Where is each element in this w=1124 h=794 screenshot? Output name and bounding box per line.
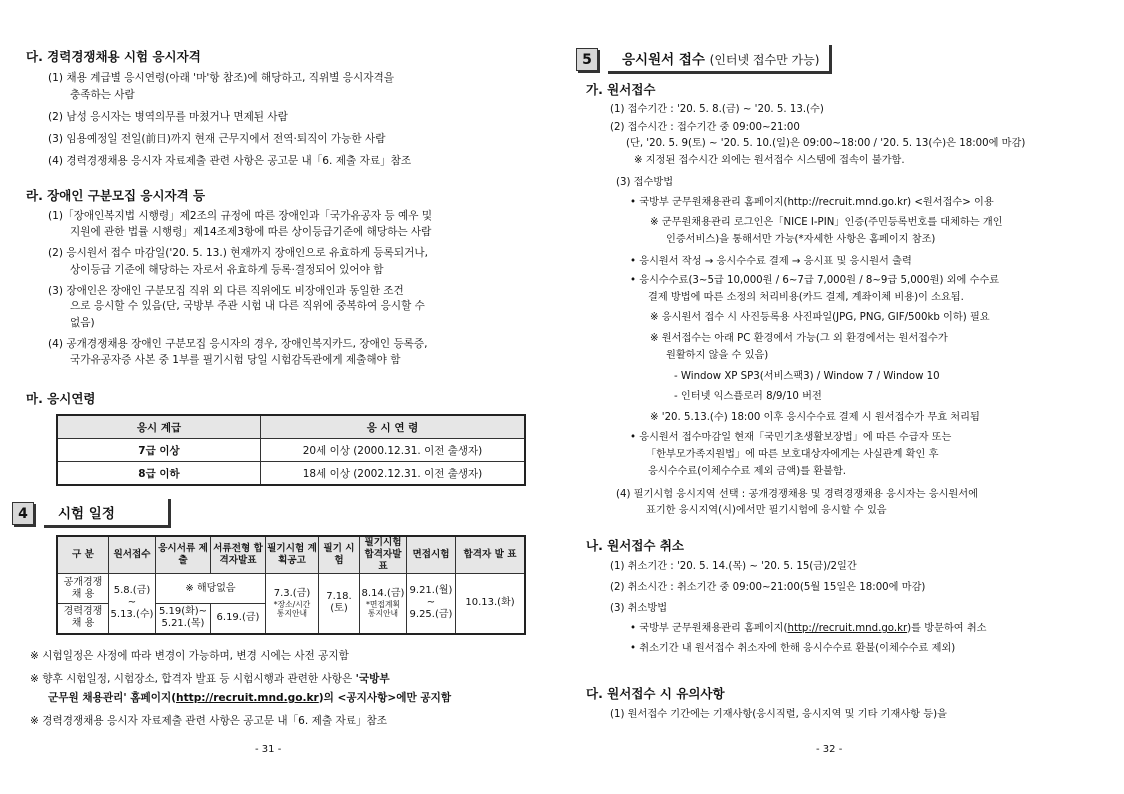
final-result-cell: 10.13.(화) (456, 574, 526, 634)
table-header-cell: 구 분 (57, 536, 109, 574)
ga-line: ※ '20. 5.13.(수) 18:00 이후 응시수수료 결제 시 원서접수가 무효 처리됨 (650, 412, 980, 423)
not-applicable-cell: ※ 해당없음 (156, 574, 266, 604)
age-table (56, 414, 526, 486)
na-line: (1) 취소기간 : '20. 5. 14.(목) ~ '20. 5. 15(금)/2일간 (610, 561, 857, 572)
reception-end: 5.13.(수) (110, 609, 154, 621)
row-label-open: 공개경쟁 채 용 (57, 574, 109, 604)
recruit-link[interactable]: http://recruit.mnd.go.kr (787, 623, 908, 634)
schedule-table (56, 535, 526, 635)
docs-result-cell: 6.19.(금) (211, 604, 266, 634)
table-header-cell: 합격자 발 표 (456, 536, 526, 574)
table-cell: 8급 이하 (57, 462, 261, 486)
ga-line: - 인터넷 익스플로러 8/9/10 버전 (674, 391, 822, 402)
written-plan-date: 7.3.(금) (273, 588, 311, 600)
docs-submit-end: 5.21.(목) (161, 618, 205, 630)
table-row (57, 574, 525, 604)
interview-start: 9.21.(월) (409, 585, 453, 597)
written-plan-note: *장소/시간 (273, 600, 311, 610)
table-header-cell: 필기 시험 (319, 536, 360, 574)
na-line: (2) 취소시간 : 취소기간 중 09:00~21:00(5월 15일은 18:00에 마감) (610, 582, 926, 593)
section-ma-title: 마. 응시연령 (26, 391, 96, 406)
section-title-text: 응시원서 접수 (622, 52, 705, 68)
ga-line: 원활하지 않을 수 있음) (666, 350, 769, 361)
da-item-3: (3) 임용예정일 전일(前日)까지 현재 근무지에서 전역·퇴직이 가능한 사람 (48, 133, 386, 145)
table-header-cell: 응 시 연 령 (261, 415, 526, 439)
note-2b-text: 군무원 채용관리' 홈페이지( (48, 692, 177, 704)
note-2b-tail: )의 <공지사항>에만 공지함 (318, 692, 452, 704)
ga-line: • 응시원서 접수마감일 현재「국민기초생활보장법」에 따른 수급자 또는 (630, 432, 952, 443)
table-cell: 7급 이상 (57, 439, 261, 462)
ga-line: 응시수수료(이체수수료 제외 금액)를 환불함. (648, 466, 847, 477)
table-cell: 20세 이상 (2000.12.31. 이전 출생자) (261, 439, 526, 462)
note-2b (48, 690, 451, 705)
da-item-4: (4) 경력경쟁채용 응시자 자료제출 관련 사항은 공고문 내「6. 제출 자료」참조 (48, 155, 412, 167)
ga-line: 「한부모가족지원법」에 따른 보호대상자에게는 사실관계 확인 후 (646, 449, 939, 460)
section-title (608, 45, 832, 74)
ga-line: 표기한 응시지역(시)에서만 필기시험에 응시할 수 있음 (646, 505, 887, 516)
reception-start: 5.8.(금) (113, 585, 151, 597)
recruit-link[interactable]: http://recruit.mnd.go.kr (176, 692, 319, 704)
table-header-cell: 원서접수 (109, 536, 156, 574)
ga-line: ※ 지정된 접수시간 외에는 원서접수 시스템에 접속이 불가함. (634, 155, 905, 166)
ga-line: ※ 군무원채용관리 로그인은「NICE I-PIN」인증(주민등록번호를 대체하는 개인 (650, 217, 1003, 228)
na-line (630, 619, 987, 634)
ga-line: • 응시수수료(3~5급 10,000원 / 6~7급 7,000원 / 8~9급 5,000원) 외에 수수료 (630, 275, 1000, 286)
written-result-note: *면접계획 (365, 600, 401, 610)
written-result-cell (360, 574, 407, 634)
section-na-title: 나. 원서접수 취소 (586, 538, 684, 553)
table-header-cell: 필기시험 합격자발표 (360, 536, 407, 574)
ga-line: (단, '20. 5. 9(토) ~ '20. 5. 10.(일)은 09:00~18:00 / '20. 5. 13(수)은 18:00에 마감) (626, 138, 1026, 149)
table-cell: 18세 이상 (2002.12.31. 이전 출생자) (261, 462, 526, 486)
written-plan-note: 통지안내 (276, 609, 308, 619)
na-line-text: • 국방부 군무원채용관리 홈페이지( (630, 623, 788, 634)
ra-item-2a: (2) 응시원서 접수 마감일('20. 5. 13.) 현재까지 장애인으로 유효하게 등록되거나, (48, 247, 428, 259)
interview-cell (407, 574, 456, 634)
da2-line: (1) 원서접수 기간에는 기재사항(응시직렬, 응시지역 및 기타 기재사항 등)을 (610, 709, 947, 720)
note-2a (30, 671, 390, 686)
ra-item-2b: 상이등급 기준에 해당하는 자로서 유효하게 등록·결정되어 있어야 함 (70, 264, 384, 276)
ga-line: • 국방부 군무원채용관리 홈페이지(http://recruit.mnd.go.kr) <원서접수> 이용 (630, 197, 994, 208)
ra-item-4b: 국가유공자증 사본 중 1부를 필기시험 당일 시험감독관에게 제출해야 함 (70, 354, 401, 366)
ra-item-3b: 으로 응시할 수 있음(단, 국방부 주관 시험 내 다른 직위에 중복하여 응시할 수 (70, 300, 425, 312)
ga-line: • 응시원서 작성 → 응시수수료 결제 → 응시표 및 응시원서 출력 (630, 256, 912, 267)
da-item-1b: 충족하는 사람 (70, 89, 135, 101)
section-4-header (12, 499, 171, 528)
da-item-2: (2) 남성 응시자는 병역의무를 마쳤거나 면제된 사람 (48, 111, 288, 123)
docs-submit-cell (156, 604, 211, 634)
section-5-header (576, 45, 832, 74)
table-header-row (57, 415, 525, 439)
table-header-cell: 서류전형 합격자발표 (211, 536, 266, 574)
table-header-cell: 면접시험 (407, 536, 456, 574)
note-2a-text: ※ 향후 시험일정, 시험장소, 합격자 발표 등 시험시행과 관련한 사항은 (30, 673, 353, 685)
interview-tilde: ~ (426, 597, 436, 609)
page-32 (562, 0, 1124, 794)
table-row (57, 439, 525, 462)
note-1: ※ 시험일정은 사정에 따라 변경이 가능하며, 변경 시에는 사전 공지함 (30, 650, 349, 662)
ra-item-1b: 지원에 관한 법률 시행령」제14조제3항에 따른 상이등급기준에 해당하는 사람 (70, 226, 432, 238)
ra-item-3a: (3) 장애인은 장애인 구분모집 직위 외 다른 직위에도 비장애인과 동일한 조건 (48, 285, 404, 297)
section-ga-title: 가. 원서접수 (586, 82, 656, 97)
ga-line: 인증서비스)을 통해서만 가능(*자세한 사항은 홈페이지 참조) (666, 234, 936, 245)
section-da2-title: 다. 원서접수 시 유의사항 (586, 686, 725, 701)
note-3: ※ 경력경쟁채용 응시자 자료제출 관련 사항은 공고문 내「6. 제출 자료」참조 (30, 715, 388, 727)
na-line: (3) 취소방법 (610, 603, 668, 614)
reception-tilde: ~ (127, 597, 137, 609)
written-result-note: 통지안내 (367, 609, 399, 619)
table-row (57, 462, 525, 486)
note-2a-bold: '국방부 (355, 673, 390, 685)
ga-line: (3) 접수방법 (616, 177, 674, 188)
written-plan-cell (266, 574, 319, 634)
interview-end: 9.25.(금) (409, 609, 453, 621)
ga-line: ※ 원서접수는 아래 PC 환경에서 가능(그 외 환경에서는 원서접수가 (650, 333, 948, 344)
ga-line: (4) 필기시험 응시지역 선택 : 공개경쟁채용 및 경력경쟁채용 응시자는 응시원서에 (616, 489, 978, 500)
na-line: • 취소기간 내 원서접수 취소자에 한해 응시수수료 환불(이체수수료 제외) (630, 643, 956, 654)
table-header-cell: 응시 계급 (57, 415, 261, 439)
section-number-badge: 4 (12, 502, 34, 525)
da-item-1a: (1) 채용 계급별 응시연령(아래 '마'항 참조)에 해당하고, 직위별 응시자격을 (48, 72, 394, 84)
ga-line: 결제 방법에 따른 소정의 처리비용(카드 결제, 계좌이체 비용)이 소요됨. (648, 292, 964, 303)
ga-line: - Window XP SP3(서비스팩3) / Window 7 / Window 10 (674, 371, 940, 382)
ga-line: (2) 접수시간 : 접수기간 중 09:00~21:00 (610, 122, 800, 133)
written-exam-cell: 7.18.(토) (319, 574, 360, 634)
ga-line: ※ 응시원서 접수 시 사진등록용 사진파일(JPG, PNG, GIF/500kb 이하) 필요 (650, 312, 990, 323)
section-da-title: 다. 경력경쟁채용 시험 응시자격 (26, 49, 201, 64)
ra-item-3c: 없음) (70, 317, 95, 329)
table-header-cell: 응시서류 제 출 (156, 536, 211, 574)
docs-submit-start: 5.19(화)~ (158, 606, 208, 618)
page-number: - 32 - (816, 744, 843, 755)
section-ra-title: 라. 장애인 구분모집 응시자격 등 (26, 188, 206, 203)
section-title: 시험 일정 (44, 499, 171, 528)
section-number-badge: 5 (576, 48, 598, 71)
table-header-row (57, 536, 525, 574)
page-number: - 31 - (255, 744, 282, 755)
written-result-date: 8.14.(금) (361, 588, 405, 600)
ra-item-1a: (1)「장애인복지법 시행령」제2조의 규정에 따른 장애인과「국가유공자 등 예우 및 (48, 210, 433, 222)
row-label-career: 경력경쟁 채 용 (57, 604, 109, 634)
table-header-cell: 필기시험 계획공고 (266, 536, 319, 574)
ga-line: (1) 접수기간 : '20. 5. 8.(금) ~ '20. 5. 13.(수) (610, 104, 824, 115)
na-line-tail: )를 방문하여 취소 (907, 623, 987, 634)
section-subtitle: (인터넷 접수만 가능) (709, 53, 820, 67)
ra-item-4a: (4) 공개경쟁채용 장애인 구분모집 응시자의 경우, 장애인복지카드, 장애인 등록증, (48, 338, 428, 350)
reception-cell (109, 574, 156, 634)
